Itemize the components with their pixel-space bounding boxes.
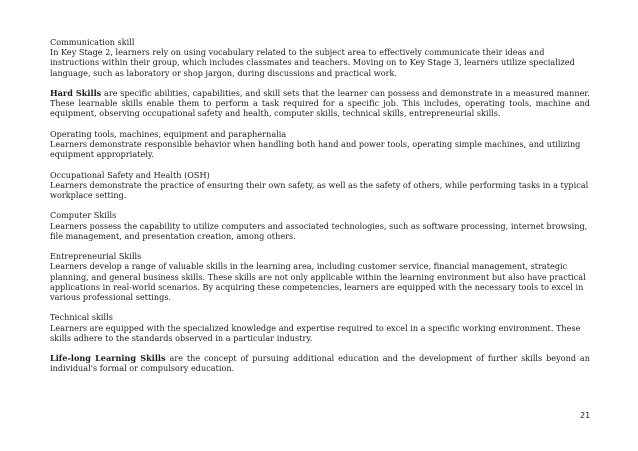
section-heading: Entrepreneurial Skills (50, 251, 142, 262)
section-body: are the concept of pursuing additional education and the development of further skills beyond an individual's formal or compulsory education. (50, 353, 590, 374)
section-body: Learners demonstrate the practice of ensuring their own safety, as well as the safety of others, while performing tasks in a typical workplace setting. (50, 179, 589, 200)
section-lifelong-learning (50, 353, 590, 373)
section-hard-skills (50, 88, 590, 119)
section-heading: Operating tools, machines, equipment and paraphernalia (50, 128, 287, 139)
section-heading: Communication skill (50, 37, 135, 47)
section-heading: Computer Skills (50, 210, 117, 221)
section-computer-skills (50, 210, 590, 241)
term-lifelong-learning-skills: Life-long Learning Skills (50, 353, 166, 364)
section-body: Learners demonstrate responsible behavior when handling both hand and power tools, operating simple machines, and utilizing equipment appropriately. (50, 139, 581, 160)
section-technical-skills (50, 312, 590, 343)
term-hard-skills: Hard Skills (50, 88, 102, 98)
section-communication-skill (50, 37, 590, 78)
section-body: Learners develop a range of valuable skills in the learning area, including customer service, financial management, strategic planning, and general business skills. These skills are not only applicable within the learning environment but also have practical applications in real-world scenarios. By acquiring these competencies, learners are equipped with the necessary tools to excel in various professional settings. (50, 261, 586, 302)
section-heading: Technical skills (50, 312, 113, 323)
section-body: are specific abilities, capabilities, and skill sets that the learner can possess and demonstrate in a measured manner. These learnable skills enable them to perform a task required for a specific job. This includes, operating tools, machine and equipment, observing occupational safety and health, computer skills, technical skills, entrepreneurial skills. (50, 88, 590, 119)
section-entrepreneurial-skills (50, 251, 590, 302)
page-content (50, 37, 590, 374)
section-osh (50, 170, 590, 201)
section-operating-tools (50, 129, 590, 160)
section-body: In Key Stage 2, learners rely on using vocabulary related to the subject area to effectively communicate their ideas and instructions within their group, which includes classmates and teachers. Moving on to Key Stage 3, learners utilize specialized language, such as laboratory or shop jargon, during discussions and practical work. (50, 47, 575, 78)
section-body: Learners possess the capability to utilize computers and associated technologies, such as software processing, internet browsing, file management, and presentation creation, among others. (50, 220, 588, 241)
page-number: 21 (580, 411, 591, 420)
section-heading: Occupational Safety and Health (OSH) (50, 169, 210, 180)
section-body: Learners are equipped with the specialized knowledge and expertise required to excel in a specific working environment. These skills adhere to the standards observed in a particular industry. (50, 322, 581, 343)
